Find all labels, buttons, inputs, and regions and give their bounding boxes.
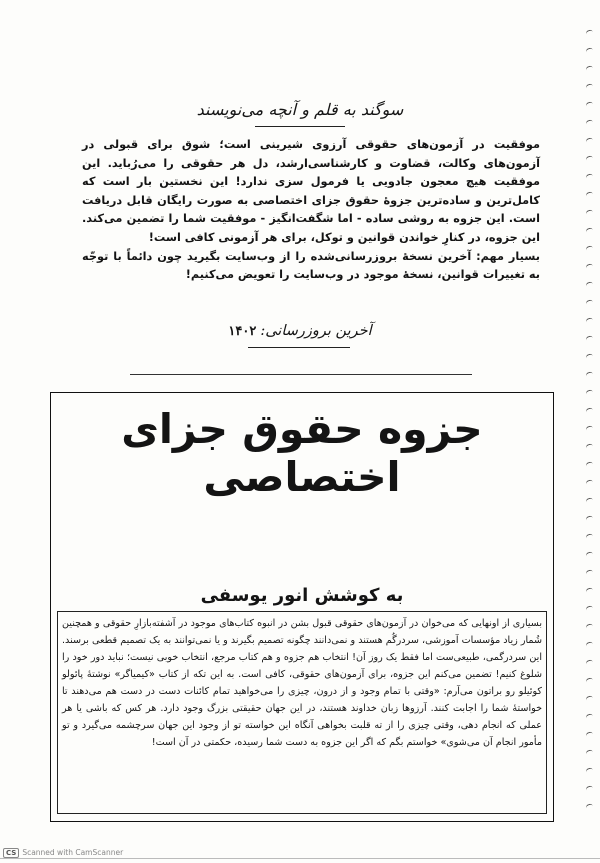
- preface-text: [62, 615, 542, 751]
- footer-rule: [0, 858, 600, 859]
- spiral-binding: [586, 30, 596, 830]
- last-update: [160, 323, 440, 339]
- preface-paragraph: بسیاری از اونهایی که می‌خوان در آزمون‌های حقوقی قبول بشن در انبوه کتاب‌های موجود در آشفته‌بازارِ حقوقی و همچنین شُمار زیاد مؤسسات آموزشی، سردرگُم هستند و نمی‌دانند چگونه تصمیم بگیرند و یا نمی‌توانند به یک تصمیم قطعی برسند. این سردرگمی، طبیعی‌ست اما فقط یک روز آن! انتخاب هم جزوه و هم کتاب مرجع، انتخاب خوبی نیست؛ نباید دور خود را شلوغ کنیم! تضمین می‌کنم این جزوه، برای آزمون‌های حقوقی، کافی است. به این تکه از کتاب «کیمیاگر» نوشتهٔ پائولو کوئیلو رو براتون می‌آرم: «وقتی با تمام وجود و از درون، چیزی را می‌خواهید تمام کائنات دست در دست هم می‌دهند تا خواستهٔ شما را اجابت کنند. آرزوها زبان خداوند هستند، در این جهان حقیقتی بزرگ وجود دارد. هر کس که باشی یا هر عملی که انجام دهی، وقتی چیزی را از ته قلبت بخواهی آنگاه این خواسته تو از وجود این جهان سرچشمه می‌گیرد و تو مأمور انجام آن می‌شوی» خواستم بگم که اگر این جزوه به دست شما رسیده، حکمتی در آن است!: [62, 618, 542, 748]
- intro-important-note: بسیار مهم: آخرین نسخهٔ بروزرسانی‌شده را از وب‌سایت بگیرید چون دائماً با توجّه به تغییرات قوانین، نسخهٔ موجود در وب‌سایت را تعویض می‌کنیم!: [82, 249, 540, 282]
- last-update-label: آخرین بروزرسانی:: [260, 323, 372, 339]
- cover-title: جزوه حقوق جزای اختصاصی: [121, 405, 483, 501]
- camscanner-logo: CS: [3, 848, 19, 858]
- section-divider: [130, 374, 472, 375]
- cover-author: به کوشش انور یوسفی: [200, 585, 404, 606]
- update-underline: [248, 347, 350, 348]
- scanner-watermark: [3, 848, 123, 858]
- motto-underline: [255, 126, 345, 127]
- intro-paragraph: موفقیت در آزمون‌های حقوقی آرزوی شیرینی است؛ شوق برای قبولی در آزمون‌های وکالت، قضاوت و کارشناسی‌ارشد، دل هر حقوقی را می‌رُباید. این موفقیت هیچ معجون جادویی یا فرمول سزی ندارد! این نخستین بار است که کامل‌ترین و ساده‌ترین جزوهٔ حقوق جزای اختصاصی به صورت رایگان قابل دریافت است. این جزوه به روشی ساده - اما شگفت‌انگیز - موفقیت شما را تضمین می‌کند. این جزوه، در کنارِ خواندن قوانین و توکل، برای هر آزمونی کافی است!: [82, 138, 540, 244]
- motto-heading: سوگند به قلم و آنچه می‌نویسند: [196, 100, 404, 119]
- scanner-text: Scanned with CamScanner: [22, 848, 124, 857]
- last-update-year: ۱۴۰۲: [228, 324, 257, 339]
- intro-text: [82, 136, 540, 285]
